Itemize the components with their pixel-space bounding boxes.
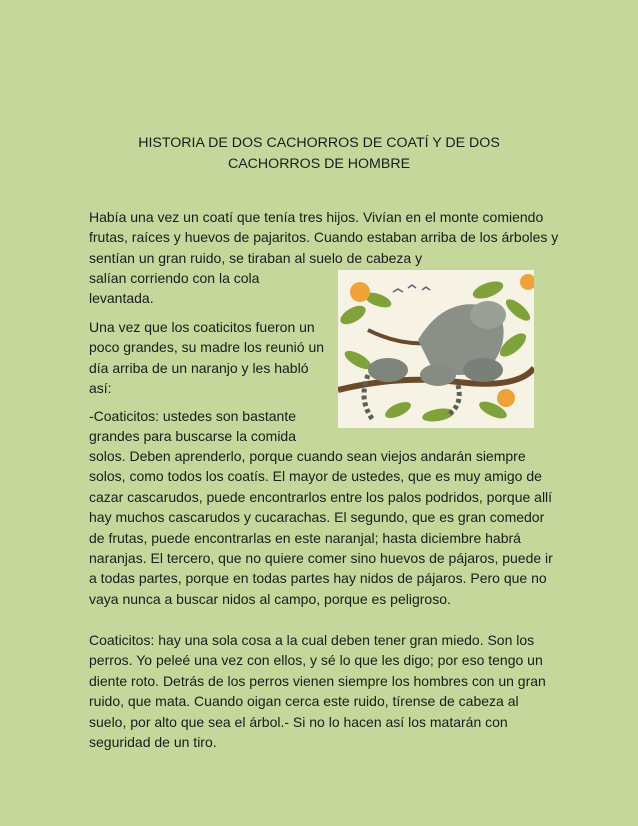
coati-family-image xyxy=(338,270,534,428)
page-title: HISTORIA DE DOS CACHORROS DE COATÍ Y DE DOS CACHORROS DE HOMBRE xyxy=(138,135,500,172)
paragraph-mother-speech-start: -Coaticitos: ustedes son bastante grandes para buscarse la comida xyxy=(89,408,297,445)
paragraph-intro-continued: salían corriendo con la cola levantada. xyxy=(89,270,260,307)
coati-illustration xyxy=(338,270,534,428)
paragraph-mother-speech: solos. Deben aprenderlo, porque cuando sean viejos andarán siempre solos, como todos los coatís. El mayor de ustedes, que es muy amigo de cazar cascarudos, puede encontrarlos entre los palos podridos, porque allí hay muchos cascarudos y cucarachas. El segundo, que es gran comedor de frutas, puede encontrarlas en este naranjal; hasta diciembre habrá naranjas. El tercero, que no quiere comer sino huevos de pájaros, puede ir a todas partes, porque en todas partes hay nidos de pájaros. Pero que no vaya nunca a buscar nidos al campo, porque es peligroso. xyxy=(89,448,553,607)
paragraph-mother-gathers: Una vez que los coaticitos fueron un poco grandes, su madre los reunió un día arriba de un naranjo y les habló así: xyxy=(89,319,325,397)
paragraph-intro: Había una vez un coatí que tenía tres hijos. Vivían en el monte comiendo frutas, raíces y huevos de pajaritos. Cuando estaban arriba de los árboles y sentían un gran ruido, se tiraban al suelo de cabeza y xyxy=(89,209,559,266)
paragraph-warning-dogs: Coaticitos: hay una sola cosa a la cual deben tener gran miedo. Son los perros. Yo peleé una vez con ellos, y sé lo que les digo; por eso tengo un diente roto. Detrás de los perros vienen siempre los hombres con un gran ruido, que mata. Cuando oigan cerca este ruido, tírense de cabeza al suelo, por alto que sea el árbol.- Si no lo hacen así los matarán con seguridad de un tiro. xyxy=(89,632,546,751)
